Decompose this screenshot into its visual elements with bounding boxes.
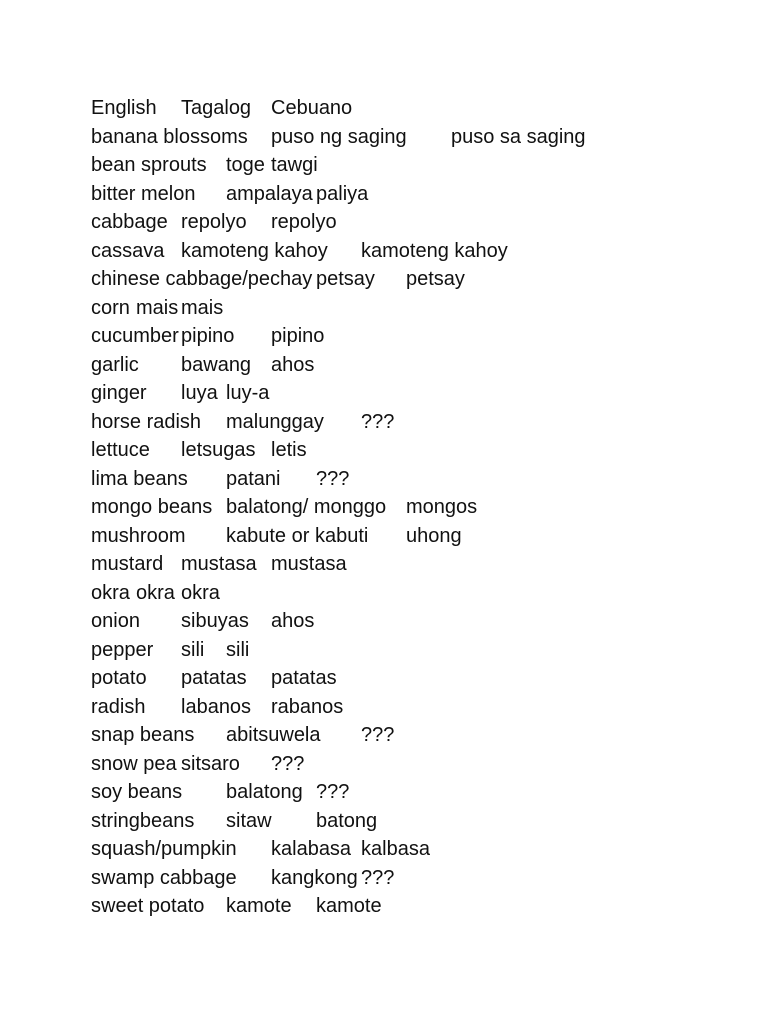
list-row [91,180,731,209]
col-english: ginger [91,382,147,404]
col-tagalog: malunggay [226,410,324,433]
col-tagalog: sili [181,638,205,661]
list-row [91,493,731,522]
col-tagalog: kangkong [271,866,358,889]
list-row [91,351,731,380]
col-cebuano: ??? [361,724,395,746]
col-cebuano: kamoteng kahoy [361,239,508,262]
col-cebuano: letis [271,439,307,461]
col-english: mongo beans [91,496,213,518]
col-cebuano: petsay [406,268,465,290]
list-row [91,379,731,408]
col-english: stringbeans [91,809,195,832]
col-english: onion [91,610,140,632]
col-english: banana blossoms [91,125,248,148]
list-row [91,750,731,779]
col-tagalog: toge [226,154,265,176]
list-row [91,892,731,921]
header-row [91,94,731,123]
col-tagalog: kamote [226,895,292,917]
list-row [91,835,731,864]
list-row [91,807,731,836]
list-row [91,237,731,266]
col-english: cassava [91,239,165,262]
list-row [91,208,731,237]
col-tagalog: kalabasa [271,838,352,860]
col-cebuano: luy-a [226,382,270,404]
col-english: mustard [91,553,164,575]
col-tagalog: luya [181,382,218,404]
col-tagalog: puso ng saging [271,125,407,148]
col-tagalog: sitsaro [181,752,240,775]
col-english: soy beans [91,781,183,803]
col-tagalog: bawang [181,353,252,376]
col-english: squash/pumpkin [91,838,237,860]
list-row [91,265,731,294]
col-english: snow pea [91,752,177,775]
col-tagalog: mustasa [181,553,257,575]
col-cebuano: uhong [406,524,462,547]
col-cebuano: ??? [316,781,350,803]
col-english: snap beans [91,724,195,746]
col-tagalog: petsay [316,268,375,290]
col-cebuano: kalbasa [361,838,430,860]
list-row [91,322,731,351]
list-row [91,864,731,893]
col-english: cucumber [91,325,179,347]
list-row [91,693,731,722]
col-tagalog: mais [136,296,179,319]
col-english: cabbage [91,211,168,233]
col-cebuano: ahos [271,610,315,632]
col-cebuano: puso sa saging [451,125,586,148]
list-row [91,664,731,693]
list-row [91,721,731,750]
col-cebuano: ??? [271,752,305,775]
col-english: horse radish [91,410,202,433]
vegetable-translation-list [91,94,731,921]
col-cebuano: patatas [271,667,337,689]
col-english: pepper [91,638,154,661]
col-cebuano: mongos [406,496,478,518]
col-tagalog: sibuyas [181,610,249,632]
col-cebuano: paliya [316,182,369,205]
col-cebuano: batong [316,809,378,832]
col-english: lettuce [91,439,150,461]
col-tagalog: repolyo [181,211,247,233]
col-cebuano: ahos [271,353,315,376]
col-english: bean sprouts [91,154,207,176]
col-tagalog: ampalaya [226,182,313,205]
col-english: potato [91,667,147,689]
col-english: radish [91,695,146,718]
col-english: swamp cabbage [91,866,237,889]
col-tagalog: pipino [181,325,235,347]
col-cebuano: repolyo [271,211,337,233]
col-cebuano: kamote [316,895,382,917]
col-cebuano: mais [181,296,224,319]
col-tagalog: patani [226,467,281,490]
col-english: corn [91,296,130,319]
col-cebuano: sili [226,638,250,661]
col-tagalog: balatong [226,781,303,803]
col-english: lima beans [91,467,188,490]
list-row [91,778,731,807]
col-english: chinese cabbage/pechay [91,268,313,290]
col-english: okra [91,581,130,604]
col-tagalog: abitsuwela [226,724,321,746]
list-row [91,607,731,636]
col-english: mushroom [91,524,186,547]
list-row [91,579,731,608]
col-tagalog: letsugas [181,439,256,461]
list-row [91,408,731,437]
col-tagalog: kabute or kabuti [226,524,369,547]
col-cebuano: okra [181,581,220,604]
col-cebuano: pipino [271,325,325,347]
col-cebuano: rabanos [271,695,344,718]
col-english: sweet potato [91,895,205,917]
col-cebuano: tawgi [271,154,318,176]
list-row [91,465,731,494]
col-tagalog: labanos [181,695,252,718]
list-row [91,436,731,465]
col-tagalog: okra [136,581,175,604]
col-cebuano: Cebuano [271,97,353,119]
col-tagalog: patatas [181,667,247,689]
list-row [91,123,731,152]
list-row [91,522,731,551]
col-english: bitter melon [91,182,196,205]
list-row [91,151,731,180]
col-cebuano: ??? [361,410,395,433]
col-cebuano: mustasa [271,553,347,575]
col-english: garlic [91,353,139,376]
col-cebuano: ??? [316,467,350,490]
col-english: English [91,97,157,119]
col-tagalog: sitaw [226,809,272,832]
col-cebuano: ??? [361,866,395,889]
col-tagalog: kamoteng kahoy [181,239,328,262]
list-row [91,550,731,579]
list-row [91,294,731,323]
list-row [91,636,731,665]
col-tagalog: balatong/ monggo [226,496,387,518]
col-tagalog: Tagalog [181,97,252,119]
